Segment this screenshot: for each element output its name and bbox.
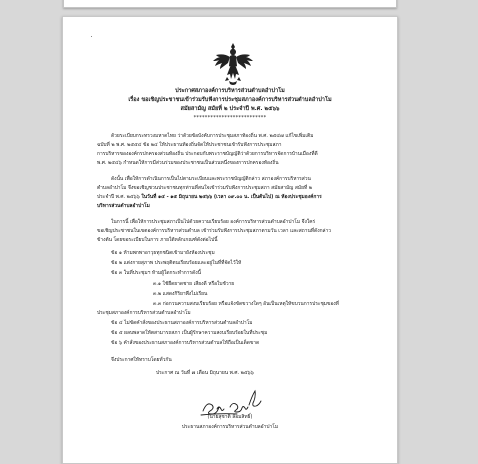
para1-line: ด้วยระเบียบกระทรวงมหาดไทย ว่าด้วยข้อบังคับการประชุมสภาท้องถิ่น พ.ศ. ๒๕๔๗ แก้ไขเพิ่มเติม [111,133,314,139]
para3-line: ขอเชิญประชาชนในเขตองค์การบริหารส่วนตำบล เข้าร่วมรับฟังการประชุมสภาตามวัน เวลา และสถานที่ดังกล่าว [97,228,332,234]
para2-line [97,195,322,200]
subrule-item: ๓.๒ แสดงกิริยาพึงไม่เรียน [153,291,208,297]
document-title: ประกาศสภาองค์การบริหารส่วนตำบลอำปาโม [175,88,285,94]
para2-line: ตำบลอำปาโม จึงขอเชิญชวนประชาชนทุกท่านที่สนใจเข้าร่วมรับฟังการประชุมสภา สมัยสามัญ สมัยที่ ๒ [97,185,312,191]
closing-statement: จึงประกาศให้ทราบโดยทั่วกัน [111,357,172,363]
document-page [62,16,398,464]
subrule-continuation: ประชุมสภาองค์การบริหารส่วนตำบลอำปาโม [97,310,191,316]
para3-line: ในการนี้ เพื่อให้การประชุมสภาเป็นไปด้วยความเรียบร้อย องค์การบริหารส่วนตำบลอำปาโม จึงใคร่ [111,219,316,225]
rule-item: ข้อ ๕ ผลบพลาดให้ตสามารถสภา เป็นผู้รักษาความสงบเรียบร้อยในที่ประชุม [111,330,268,336]
meeting-location: บริหารส่วนตำบลอำปาโม [97,203,150,209]
scan-speck [91,36,92,37]
para1-line: ฉบับที่ ๒ พ.ศ. ๒๕๕๔ ข้อ ๒๔ ให้ประธานท้องถิ่นจัดให้ประชาชนเข้ารับฟังการประชุมสภา [97,142,282,148]
signer-name: (นายสุชาติ ล้อมสิทธิ์) [207,414,253,420]
para2-date-prefix: ประจำปี พ.ศ. ๒๕๖๖ [97,194,142,200]
rule-item: ข้อ ๑ ห้ามพกพาอาวุธทุกชนิดเข้ามายังห้องประชุม [111,250,215,256]
document-subject-line2: สมัยสามัญ สมัยที่ ๒ ประจำปี พ.ศ. ๒๕๖๖ [180,106,280,112]
signer-position: ประธานสภาองค์การบริหารส่วนตำบลอำปาโม [181,424,279,430]
rule-item: ข้อ ๔ ไม่ขัดคำสั่งของประธานสภาองค์การบริหารส่วนตำบลอำปาโม [111,320,253,326]
para3-line: ข้างต้น โดยขอระเบียบในการ ภายใต้หลักเกณฑ์ดังต่อไปนี้ [97,237,218,243]
subrule-item: ๓.๓ ก่อกวนความสงบเรียบร้อย หรือแจ้งขัดขวางใดๆ อันเป็นเหตุให้ขบวนการประชุมของที่ [153,301,339,307]
rule-item: ข้อ ๖ คำสั่งของประธานสภาองค์การบริหารส่วนตำบลให้ถือเป็นเด็ดขาด [111,340,260,346]
para2-line: ดังนั้น เพื่อให้การดำเนินการเป็นไปตามระเบียบและพระราชบัญญัติกล่าว สภาองค์การบริหารส่วน [111,176,311,182]
meeting-date-highlight: ในวันที่ ๑๔ - ๑๕ มิถุนายน ๒๕๖๖ (เวลา ๐๙.๐๐ น. เป็นต้นไป) ณ ห้องประชุมองค์การ [141,194,322,200]
previous-page-edge [63,0,397,8]
para1-line: พ.ศ. ๒๕๔๖ กำหนดให้การมีส่วนร่วมของประชาชนเป็นส่วนหนึ่งของการปกครองท้องถิ่น [97,160,279,166]
separator-stars: ************************** [193,115,267,121]
announcement-date: ประกาศ ณ วันที่ ๗ เดือน มิถุนายน พ.ศ. ๒๕๖๖ [156,370,254,376]
rule-item: ข้อ ๓ ในที่ประชุมฯ ห้ามผู้ใดกระทำการดังนี้ [111,270,201,276]
rule-item: ข้อ ๒ แต่งกายสุภาพ ประพฤติตนเรียบร้อยและอยู่ในที่ที่จัดไว้ให้ [111,260,242,266]
para1-line: การบริหารขององค์กรปกครองส่วนท้องถิ่น ประกอบกับพระราชบัญญัติว่าด้วยการบริหารจัดการบ้านเมืองที่ดี [97,151,318,157]
document-subject: เรื่อง ขอเชิญประชาชนเข้าร่วมรับฟังการประชุมสภาองค์การบริหารส่วนตำบลอำปาโม [128,97,332,103]
garuda-emblem-icon [210,41,256,87]
subrule-item: ๓.๑ ใช้ยืดยาดชาย เสียงดี หรือใบชัวาย [153,281,235,287]
